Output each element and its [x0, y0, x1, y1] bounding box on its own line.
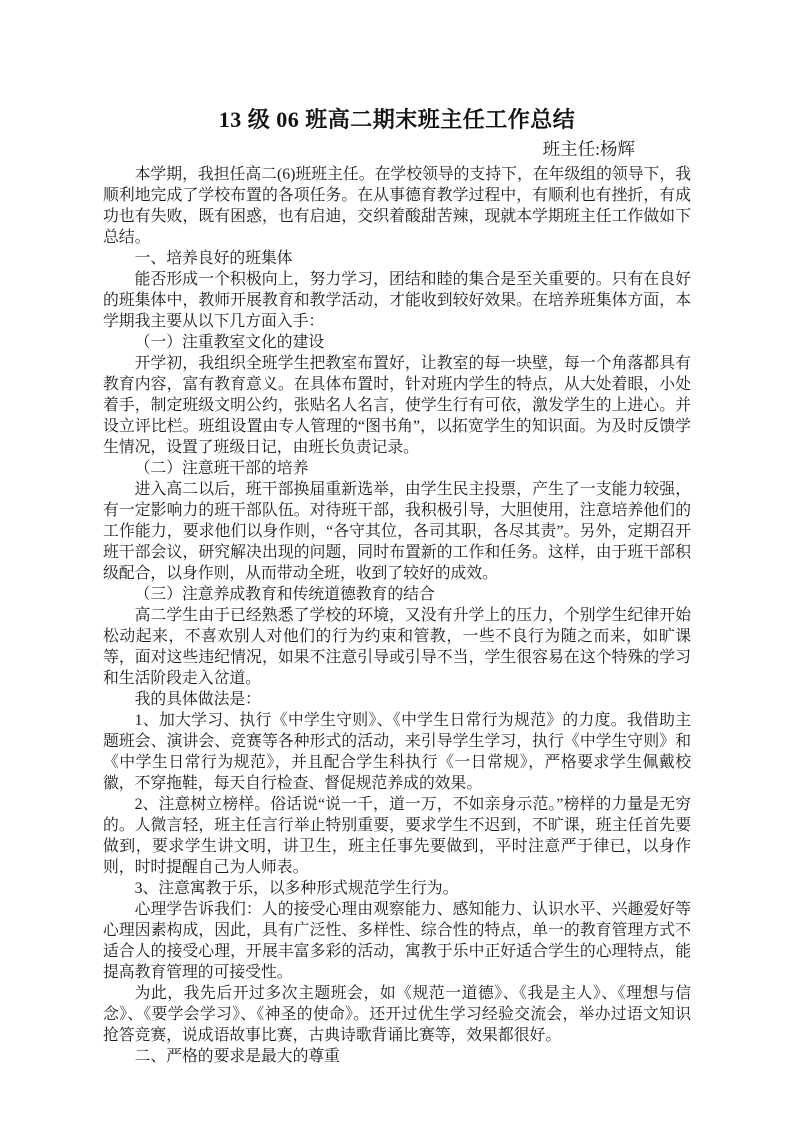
lead-in-line: 我的具体做法是：	[134, 691, 261, 708]
subsection-heading-2: （二）注意班干部的培养	[134, 460, 309, 477]
numbered-item-3: 3、注意寓教于乐，以多种形式规范学生行为。	[134, 880, 459, 897]
section-heading-2: 二、严格的要求是最大的尊重	[134, 1048, 340, 1065]
subsection-heading-1: （一）注重教室文化的建设	[134, 334, 325, 351]
document-content	[103, 104, 691, 1067]
paragraph-intro: 本学期，我担任高二(6)班班主任。在学校领导的支持下，在年级组的领导下，我顺利地完成了学校布置的各项任务。在从事德育教学过程中，有顺利也有挫折，有成功也有失败，既有困惑，也有启迪，交织着酸甜苦辣，现就本学期班主任工作做如下总结。	[103, 166, 691, 246]
numbered-item-2: 2、注意树立榜样。俗话说“说一千，道一万，不如亲身示范。”榜样的力量是无穷的。人微言轻，班主任言行举止特别重要，要求学生不迟到，不旷课，班主任首先要做到，要求学生讲文明，讲卫生，班主任事先要做到，平时注意严于律已，以身作则，时时提醒自己为人师表。	[103, 796, 691, 876]
paragraph: 心理学告诉我们：人的接受心理由观察能力、感知能力、认识水平、兴趣爱好等心理因素构成，因此，具有广泛性、多样性、综合性的特点，单一的教育管理方式不适合人的接受心理，开展丰富多彩的活动，寓教于乐中正好适合学生的心理特点，能提高教育管理的可接受性。	[103, 901, 691, 981]
paragraph: 为此，我先后开过多次主题班会，如《规范一道德》、《我是主人》、《理想与信念》、《要学会学习》、《神圣的使命》。还开过优生学习经验交流会，举办过语文知识抢答竞赛，说成语故事比赛，古典诗歌背诵比赛等，效果都很好。	[103, 985, 691, 1044]
paragraph: 高二学生由于已经熟悉了学校的环境，又没有升学上的压力，个别学生纪律开始松动起来，不喜欢别人对他们的行为约束和管教，一些不良行为随之而来，如旷课等，面对这些违纪情况，如果不注意引导或引导不当，学生很容易在这个特殊的学习和生活阶段走入岔道。	[103, 607, 691, 687]
author-line: 班主任:杨辉	[542, 139, 635, 159]
document-body	[103, 164, 691, 1067]
numbered-item-1: 1、加大学习、执行《中学生守则》、《中学生日常行为规范》的力度。我借助主题班会、演讲会、竞赛等各种形式的活动，来引导学生学习，执行《中学生守则》和《中学生日常行为规范》，并且配合学生科执行《一日常规》，严格要求学生佩戴校徽，不穿拖鞋，每天自行检查、督促规范养成的效果。	[103, 712, 691, 792]
paragraph: 能否形成一个积极向上，努力学习，团结和睦的集合是至关重要的。只有在良好的班集体中，教师开展教育和教学活动，才能收到较好效果。在培养班集体方面，本学期我主要从以下几方面入手：	[103, 271, 691, 330]
subsection-heading-3: （三）注意养成教育和传统道德教育的结合	[134, 586, 435, 603]
paragraph: 进入高二以后，班干部换届重新选举，由学生民主投票，产生了一支能力较强，有一定影响力的班干部队伍。对待班干部，我积极引导，大胆使用，注意培养他们的工作能力，要求他们以身作则，“各守其位，各司其职，各尽其责”。另外，定期召开班干部会议，研究解决出现的问题，同时布置新的工作和任务。这样，由于班干部积级配合，以身作则，从而带动全班，收到了较好的成效。	[103, 481, 691, 582]
document-title: 13 级 06 班高二期末班主任工作总结	[218, 107, 576, 132]
paragraph: 开学初，我组织全班学生把教室布置好，让教室的每一块壁，每一个角落都具有教育内容，富有教育意义。在具体布置时，针对班内学生的特点，从大处着眼，小处着手，制定班级文明公约，张贴名人名言，使学生行有可依，激发学生的上进心。并设立评比栏。班组设置由专人管理的“图书角”，以拓宽学生的知识面。为及时反馈学生情况，设置了班级日记，由班长负责记录。	[103, 355, 691, 456]
section-heading-1: 一、培养良好的班集体	[134, 250, 293, 267]
